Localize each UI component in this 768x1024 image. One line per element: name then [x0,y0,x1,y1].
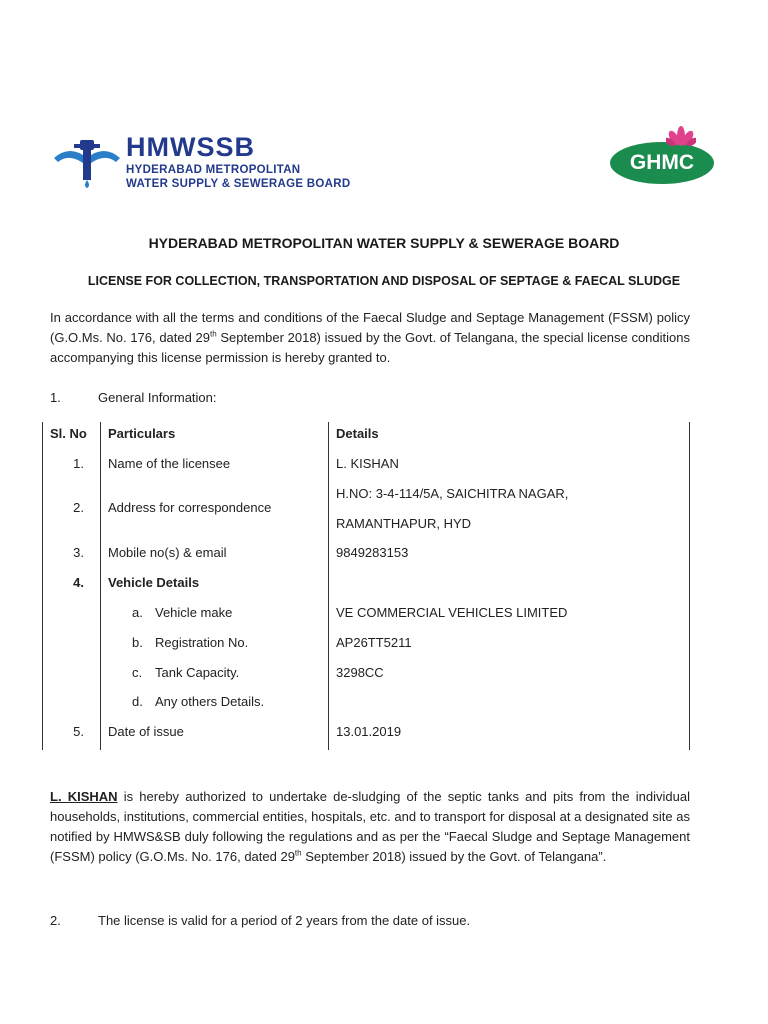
vehicle-c-value: 3298CC [336,665,384,680]
authorization-paragraph [50,787,690,867]
table-border-col2 [328,422,329,750]
intro-paragraph [50,308,690,368]
intro-text-1: In accordance with all the terms and conditions of the Faecal Sludge and Septage Management (FSSM) policy (G.O.Ms. No. 176, dated 29 [50,310,690,345]
ghmc-text: GHMC [629,151,695,174]
vehicle-a-label: Vehicle make [155,605,233,620]
authorization-sup: th [294,848,302,858]
vehicle-c-letter: c. [132,665,143,680]
row-4-particular: Vehicle Details [108,575,200,590]
vehicle-d-letter: d. [132,694,143,709]
vehicle-a-value: VE COMMERCIAL VEHICLES LIMITED [336,605,568,620]
vehicle-a-letter: a. [132,605,143,620]
row-5-particular: Date of issue [108,724,184,739]
intro-sup: th [210,329,217,339]
row-5-detail: 13.01.2019 [336,724,402,739]
section-2-number: 2. [50,913,61,928]
authorization-text-1: is hereby authorized to undertake de-sludging of the septic tanks and pits from the individual households, institutions, commercial entities, hospitals, etc. and to transport for disposal at a designated site as notified by HMWS&SB duly following the regulations and as per the “Faecal Sludge and Septage Management (FSSM) policy (G.O.Ms. No. 176, dated 29 [50,789,690,864]
row-2-number: 2. [73,500,84,515]
row-2-detail-line-1: H.NO: 3-4-114/5A, SAICHITRA NAGAR, [336,486,569,501]
vehicle-b-label: Registration No. [155,635,249,650]
header-particulars: Particulars [108,426,176,441]
ghmc-logo [608,124,718,188]
row-1-number: 1. [73,456,84,471]
logo-line-2: WATER SUPPLY & SEWERAGE BOARD [126,178,351,190]
vehicle-c-label: Tank Capacity. [155,665,240,680]
row-4-number: 4. [73,575,84,590]
general-info-table [42,422,690,750]
section-2-text: The license is valid for a period of 2 years from the date of issue. [98,913,471,928]
section-1-number: 1. [50,390,61,405]
intro-text-2: September 2018) issued by the Govt. of Telangana, the special license conditions accompanying this license permission is hereby granted to. [50,330,690,365]
lotus-icon [666,124,696,150]
authorization-text-2: September 2018) issued by the Govt. of Telangana”. [301,849,607,864]
table-border-col1 [100,422,101,750]
row-2-detail-line-2: RAMANTHAPUR, HYD [336,516,472,531]
logo-brand: HMWSSB [126,132,255,162]
table-border-right [689,422,690,750]
vehicle-b-value: AP26TT5211 [336,635,412,650]
row-3-particular: Mobile no(s) & email [108,545,227,560]
header-details: Details [336,426,379,441]
row-3-number: 3. [73,545,84,560]
hmwssb-logo [52,132,352,192]
row-5-number: 5. [73,724,84,739]
document-subtitle: LICENSE FOR COLLECTION, TRANSPORTATION AND DISPOSAL OF SEPTAGE & FAECAL SLUDGE [87,274,681,288]
section-1-label: General Information: [98,390,217,405]
row-1-detail: L. KISHAN [336,456,399,471]
row-2-particular: Address for correspondence [108,500,272,515]
vehicle-b-letter: b. [132,635,143,650]
licensee-name: L. KISHAN [50,789,118,804]
vehicle-d-label: Any others Details. [155,694,265,709]
header-slno: Sl. No [50,426,87,441]
logo-line-1: HYDERABAD METROPOLITAN [126,164,301,176]
water-tap-icon [52,136,122,188]
row-3-detail: 9849283153 [336,545,409,560]
document-title: HYDERABAD METROPOLITAN WATER SUPPLY & SEWERAGE BOARD [148,235,620,251]
row-1-particular: Name of the licensee [108,456,231,471]
